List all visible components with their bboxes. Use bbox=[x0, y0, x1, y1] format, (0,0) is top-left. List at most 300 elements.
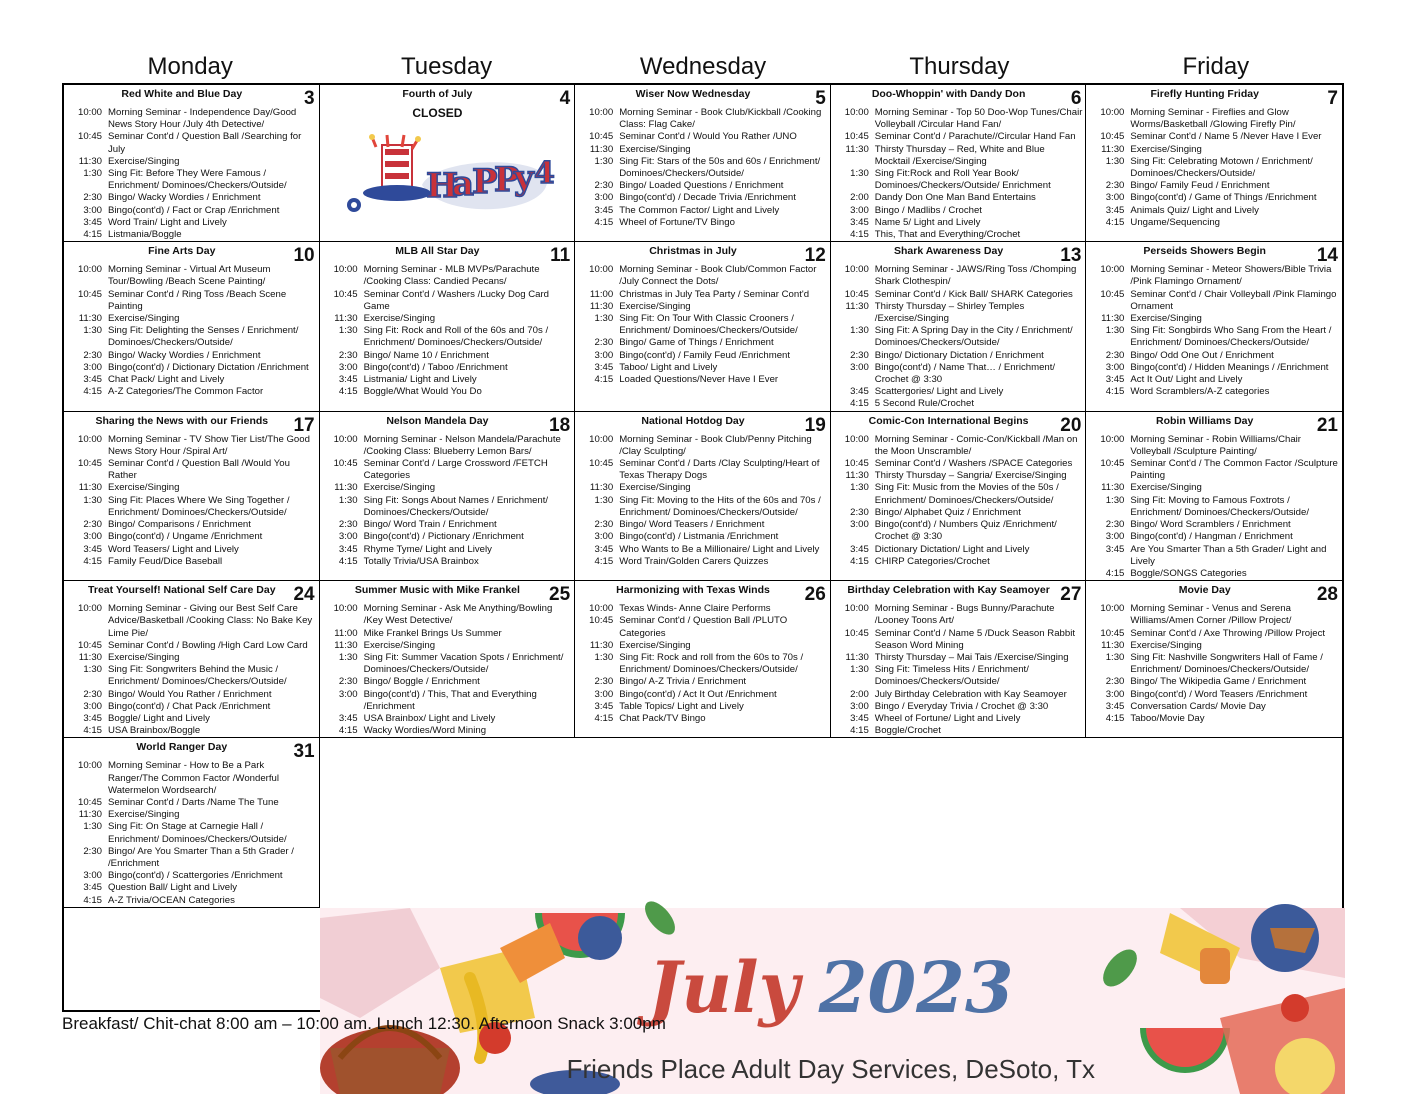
banner-month: July bbox=[648, 945, 800, 1029]
event-time: 10:45 bbox=[77, 131, 102, 143]
day-theme-title: Treat Yourself! National Self Care Day bbox=[88, 584, 276, 597]
event-item bbox=[70, 229, 316, 241]
event-description: Seminar Cont'd / Question Ball /Searching for July bbox=[108, 131, 302, 155]
event-description: Chat Pack/ Light and Lively bbox=[108, 374, 225, 386]
event-description: Boggle/Crochet bbox=[874, 725, 941, 737]
event-time: 2:00 bbox=[850, 688, 869, 700]
event-description: Sing Fit: Celebrating Motown / Enrichment/ Dominoes/Checkers/Outside/ bbox=[1130, 155, 1313, 180]
event-description: Bingo(cont'd) / Game of Things /Enrichment bbox=[1130, 192, 1317, 204]
event-description: Bingo(cont'd) / This, That and Everything /Enrichment bbox=[363, 688, 537, 712]
event-description: Seminar Cont'd / Would You Rather /UNO bbox=[619, 131, 797, 143]
event-time: 1:30 bbox=[83, 821, 102, 833]
banner-subtitle: Friends Place Adult Day Services, DeSoto, Tx bbox=[566, 1053, 1095, 1084]
event-time: 3:45 bbox=[83, 216, 102, 228]
event-time: 4:15 bbox=[83, 555, 102, 567]
event-time: 4:15 bbox=[83, 386, 102, 398]
event-time: 10:45 bbox=[77, 796, 102, 808]
event-time: 2:30 bbox=[1105, 676, 1125, 688]
event-item bbox=[70, 264, 316, 288]
day-number: 25 bbox=[549, 584, 571, 606]
event-description: Bingo(cont'd) / Fact or Crap /Enrichment bbox=[108, 204, 280, 216]
event-description: Morning Seminar - Book Club/Penny Pitching /Clay Sculpting/ bbox=[619, 433, 812, 457]
event-time: 11:30 bbox=[1101, 313, 1125, 325]
event-description: Bingo/ Would You Rather / Enrichment bbox=[108, 688, 272, 700]
event-description: Sing Fit: Timeless Hits / Enrichment/ Dominoes/Checkers/Outside/ bbox=[874, 664, 1029, 688]
event-description: Exercise/Singing bbox=[619, 300, 691, 312]
event-item bbox=[70, 156, 316, 168]
weekday-thursday: Thursday bbox=[909, 53, 1010, 80]
event-time: 2:30 bbox=[338, 676, 358, 688]
event-description: Exercise/Singing bbox=[108, 482, 180, 494]
event-item bbox=[1092, 362, 1339, 374]
day-cell bbox=[64, 412, 320, 581]
day-cell bbox=[831, 85, 1087, 242]
day-number: 26 bbox=[804, 584, 826, 606]
event-description: The Common Factor/ Light and Lively bbox=[619, 204, 780, 216]
event-item bbox=[1092, 531, 1339, 543]
event-time: 3:45 bbox=[1105, 543, 1125, 555]
event-item bbox=[837, 628, 1083, 652]
event-description: Seminar Cont'd / Ring Toss /Beach Scene Painting bbox=[108, 288, 287, 312]
event-item bbox=[837, 519, 1083, 543]
event-time: 2:30 bbox=[83, 349, 102, 361]
event-description: Morning Seminar - Meteor Showers/Bible Trivia /Pink Flamingo Ornament/ bbox=[1130, 264, 1332, 288]
event-description: Sing Fit: Before They Were Famous / Enrichment/ Dominoes/Checkers/Outside/ bbox=[108, 168, 287, 192]
event-description: Sing Fit: Songbirds Who Sang From the Heart / Enrichment/ Dominoes/Checkers/Outside/ bbox=[1130, 325, 1332, 349]
event-time: 10:45 bbox=[77, 639, 102, 651]
event-description: Are You Smarter Than a 5th Grader/ Light and Lively bbox=[1130, 543, 1327, 567]
event-description: Sing Fit:Rock and Roll Year Book/ Dominoes/Checkers/Outside/ Enrichment bbox=[874, 168, 1051, 192]
event-time: 3:00 bbox=[83, 700, 102, 712]
day-theme-title: Red White and Blue Day bbox=[121, 88, 243, 100]
event-item bbox=[837, 350, 1083, 362]
event-item bbox=[1092, 434, 1339, 458]
event-item bbox=[326, 495, 572, 519]
meal-schedule-footer: Breakfast/ Chit-chat 8:00 am – 10:00 am. Lunch 12:30. Afternoon Snack 3:00pm bbox=[62, 1014, 666, 1033]
event-time: 11:00 bbox=[334, 627, 358, 639]
event-description: Sing Fit: Delighting the Senses / Enrichment/ Dominoes/Checkers/Outside/ bbox=[108, 325, 299, 349]
event-description: Bingo/ Game of Things / Enrichment bbox=[619, 337, 774, 349]
event-time: 4:15 bbox=[83, 894, 102, 906]
event-description: Sing Fit: On Tour With Classic Crooners / Enrichment/ Dominoes/Checkers/Outside/ bbox=[619, 313, 798, 337]
event-item bbox=[326, 519, 572, 531]
event-item bbox=[70, 374, 316, 386]
event-description: Seminar Cont'd / Question Ball /Would You Rather bbox=[108, 458, 290, 482]
event-item bbox=[70, 701, 316, 713]
event-time: 3:00 bbox=[83, 870, 102, 882]
event-description: Sing Fit: Music from the Movies of the 50s / Enrichment/ Dominoes/Checkers/Outside/ bbox=[874, 482, 1059, 506]
day-number: 28 bbox=[1316, 584, 1338, 606]
day-cell bbox=[320, 85, 576, 242]
event-item bbox=[326, 544, 572, 556]
event-item bbox=[581, 640, 827, 652]
event-item bbox=[581, 289, 827, 301]
event-description: Chat Pack/TV Bingo bbox=[619, 712, 706, 724]
event-list bbox=[326, 264, 572, 398]
event-item bbox=[837, 701, 1083, 713]
event-item bbox=[1092, 205, 1339, 217]
event-item bbox=[837, 205, 1083, 217]
event-description: Morning Seminar - Fireflies and Glow Worms/Basketball /Glowing Firefly Pin/ bbox=[1130, 107, 1296, 131]
event-description: Thirsty Thursday – Mai Tais /Exercise/Singing bbox=[874, 651, 1069, 663]
event-list bbox=[70, 107, 316, 241]
day-theme-title: Nelson Mandela Day bbox=[386, 414, 489, 427]
event-description: Exercise/Singing bbox=[108, 155, 180, 167]
event-item bbox=[70, 809, 316, 821]
event-list bbox=[837, 603, 1083, 737]
event-time: 1:30 bbox=[83, 494, 102, 506]
event-description: Listmania/ Light and Lively bbox=[363, 374, 477, 386]
event-item bbox=[581, 544, 827, 556]
event-item bbox=[326, 264, 572, 288]
event-item bbox=[581, 495, 827, 519]
event-time: 11:30 bbox=[589, 482, 614, 494]
event-description: USA Brainbox/ Light and Lively bbox=[363, 712, 496, 724]
event-time: 1:30 bbox=[83, 664, 102, 676]
event-item bbox=[581, 180, 827, 192]
event-list bbox=[837, 264, 1083, 410]
day-theme-title: Perseids Showers Begin bbox=[1143, 245, 1266, 258]
day-number: 13 bbox=[1060, 245, 1082, 267]
event-time: 2:30 bbox=[1105, 349, 1125, 361]
event-time: 10:45 bbox=[333, 458, 358, 470]
event-description: Morning Seminar - Independence Day/Good News Story Hour /July 4th Detective/ bbox=[108, 107, 297, 131]
event-item bbox=[837, 434, 1083, 458]
day-number: 31 bbox=[293, 741, 315, 763]
event-time: 1:30 bbox=[1105, 651, 1125, 663]
event-description: Seminar Cont'd / Name 5 /Never Have I Ever bbox=[1130, 131, 1322, 143]
day-number: 27 bbox=[1060, 584, 1082, 606]
event-item bbox=[70, 846, 316, 870]
event-description: Mike Frankel Brings Us Summer bbox=[363, 627, 502, 639]
happy-4th-graphic bbox=[342, 135, 562, 235]
event-description: Ungame/Sequencing bbox=[1130, 216, 1220, 228]
event-description: Taboo/ Light and Lively bbox=[619, 361, 718, 373]
event-time: 3:45 bbox=[594, 700, 614, 712]
day-theme-title: National Hotdog Day bbox=[641, 414, 745, 427]
event-description: Act It Out/ Light and Lively bbox=[1130, 374, 1243, 386]
event-description: Morning Seminar - Top 50 Doo-Wop Tunes/Chair Volleyball /Circular Hand Fan/ bbox=[874, 107, 1083, 131]
day-cell bbox=[831, 581, 1087, 738]
event-time: 3:00 bbox=[1105, 531, 1125, 543]
day-theme-title: Birthday Celebration with Kay Seamoyer bbox=[847, 584, 1050, 597]
event-time: 10:00 bbox=[844, 264, 869, 276]
event-item bbox=[837, 325, 1083, 349]
day-theme-title: Fourth of July bbox=[402, 88, 473, 100]
event-description: Exercise/Singing bbox=[108, 809, 180, 821]
event-list bbox=[1092, 264, 1339, 398]
event-description: Bingo/ Word Train / Enrichment bbox=[363, 519, 497, 531]
event-description: A-Z Categories/The Common Factor bbox=[108, 386, 264, 398]
event-item bbox=[837, 482, 1083, 506]
event-time: 4:15 bbox=[850, 229, 869, 241]
event-item bbox=[581, 337, 827, 349]
event-time: 3:45 bbox=[850, 712, 869, 724]
day-cell bbox=[64, 85, 320, 242]
event-item bbox=[837, 603, 1083, 627]
event-item bbox=[70, 168, 316, 192]
event-time: 2:30 bbox=[1105, 519, 1125, 531]
event-item bbox=[581, 615, 827, 639]
day-cell bbox=[64, 738, 320, 907]
event-item bbox=[1092, 374, 1339, 386]
event-description: Dandy Don One Man Band Entertains bbox=[874, 192, 1036, 204]
event-item bbox=[1092, 519, 1339, 531]
event-item bbox=[581, 482, 827, 494]
day-cell bbox=[320, 412, 576, 581]
event-description: Boggle/What Would You Do bbox=[363, 386, 482, 398]
svg-text:H: H bbox=[425, 166, 458, 206]
event-time: 11:30 bbox=[845, 470, 869, 482]
day-theme-title: MLB All Star Day bbox=[395, 245, 480, 258]
event-time: 3:00 bbox=[594, 531, 614, 543]
event-item bbox=[70, 689, 316, 701]
event-item bbox=[70, 821, 316, 845]
event-item bbox=[70, 192, 316, 204]
event-item bbox=[581, 519, 827, 531]
event-time: 3:00 bbox=[338, 531, 358, 543]
event-time: 10:00 bbox=[1100, 603, 1125, 615]
day-number: 21 bbox=[1316, 414, 1338, 436]
event-item bbox=[326, 434, 572, 458]
event-item bbox=[326, 676, 572, 688]
event-description: Seminar Cont'd / Darts /Clay Sculpting/Heart of Texas Therapy Dogs bbox=[619, 458, 820, 482]
event-item bbox=[70, 797, 316, 809]
event-description: Bingo / Madlibs / Crochet bbox=[874, 204, 982, 216]
event-time: 1:30 bbox=[594, 494, 614, 506]
day-number: 5 bbox=[815, 88, 826, 109]
event-list bbox=[70, 603, 316, 737]
event-time: 11:30 bbox=[78, 651, 102, 663]
event-time: 1:30 bbox=[338, 651, 358, 663]
event-time: 4:15 bbox=[1105, 386, 1125, 398]
event-time: 1:30 bbox=[850, 168, 869, 180]
event-description: Exercise/Singing bbox=[619, 143, 691, 155]
event-time: 3:00 bbox=[594, 192, 614, 204]
day-cell bbox=[320, 242, 576, 411]
weekday-monday: Monday bbox=[147, 53, 233, 80]
event-item bbox=[581, 192, 827, 204]
event-time: 3:00 bbox=[594, 349, 614, 361]
event-list bbox=[581, 107, 827, 229]
event-time: 1:30 bbox=[1105, 155, 1125, 167]
event-item bbox=[326, 640, 572, 652]
event-item bbox=[581, 205, 827, 217]
event-time: 10:00 bbox=[333, 603, 358, 615]
event-description: This, That and Everything/Crochet bbox=[874, 229, 1021, 241]
weekday-friday: Friday bbox=[1182, 53, 1250, 80]
event-description: Word Train/Golden Carers Quizzes bbox=[619, 555, 769, 567]
closed-label: CLOSED bbox=[412, 106, 463, 120]
event-description: Morning Seminar - MLB MVPs/Parachute /Cooking Class: Candied Pecans/ bbox=[363, 264, 540, 288]
event-description: Sing Fit: Songwriters Behind the Music / Enrichment/ Dominoes/Checkers/Outside/ bbox=[108, 664, 287, 688]
event-description: Sing Fit: Moving to the Hits of the 60s and 70s / Enrichment/ Dominoes/Checkers/Outside/ bbox=[619, 494, 821, 518]
event-item bbox=[70, 205, 316, 217]
event-description: Bingo(cont'd) / Hangman / Enrichment bbox=[1130, 531, 1293, 543]
event-item bbox=[326, 713, 572, 725]
event-time: 4:15 bbox=[594, 374, 614, 386]
event-description: Exercise/Singing bbox=[1130, 143, 1202, 155]
svg-text:4: 4 bbox=[533, 156, 555, 191]
event-description: Bingo(cont'd) / Numbers Quiz /Enrichment/ Crochet @ 3:30 bbox=[874, 519, 1057, 543]
event-time: 10:45 bbox=[1100, 131, 1125, 143]
event-description: Bingo/ Boggle / Enrichment bbox=[363, 676, 480, 688]
event-item bbox=[326, 556, 572, 568]
event-description: CHIRP Categories/Crochet bbox=[874, 555, 990, 567]
event-list bbox=[326, 434, 572, 568]
day-number: 12 bbox=[804, 245, 826, 267]
event-description: Sing Fit: Rock and Roll of the 60s and 70s / Enrichment/ Dominoes/Checkers/Outside/ bbox=[363, 325, 549, 349]
event-time: 4:15 bbox=[338, 725, 358, 737]
event-item bbox=[326, 386, 572, 398]
event-item bbox=[1092, 192, 1339, 204]
event-time: 3:45 bbox=[338, 712, 358, 724]
event-description: Christmas in July Tea Party / Seminar Cont'd bbox=[619, 288, 810, 300]
event-description: Scattergories/ Light and Lively bbox=[874, 386, 1004, 398]
event-description: Sing Fit: Rock and roll from the 60s to 70s / Enrichment/ Dominoes/Checkers/Outside/ bbox=[619, 651, 804, 676]
event-time: 3:00 bbox=[83, 361, 102, 373]
event-description: Exercise/Singing bbox=[619, 482, 691, 494]
event-time: 10:00 bbox=[333, 433, 358, 445]
event-time: 10:00 bbox=[589, 603, 614, 615]
event-item bbox=[1092, 131, 1339, 143]
event-item bbox=[1092, 544, 1339, 568]
event-item bbox=[581, 676, 827, 688]
day-number: 7 bbox=[1327, 88, 1338, 109]
day-number: 6 bbox=[1070, 88, 1082, 109]
event-time: 10:45 bbox=[589, 131, 614, 143]
day-number: 4 bbox=[559, 88, 571, 109]
event-list bbox=[1092, 603, 1339, 725]
event-description: Bingo(cont'd) / Hidden Meanings / /Enrichment bbox=[1130, 361, 1329, 373]
event-description: Bingo(cont'd) / Word Teasers /Enrichment bbox=[1130, 688, 1308, 700]
event-time: 10:45 bbox=[844, 627, 869, 639]
event-description: Conversation Cards/ Movie Day bbox=[1130, 700, 1266, 712]
event-item bbox=[326, 362, 572, 374]
event-time: 10:00 bbox=[77, 107, 102, 118]
day-theme-title: Movie Day bbox=[1178, 584, 1231, 597]
event-item bbox=[837, 713, 1083, 725]
event-time: 3:00 bbox=[850, 361, 869, 373]
event-description: Bingo/ Wacky Wordies / Enrichment bbox=[108, 192, 261, 204]
day-number: 14 bbox=[1316, 245, 1338, 267]
day-theme-title: Summer Music with Mike Frankel bbox=[354, 584, 520, 597]
event-time: 10:45 bbox=[844, 458, 869, 470]
event-item bbox=[326, 325, 572, 349]
event-item bbox=[326, 313, 572, 325]
event-description: Wheel of Fortune/ Light and Lively bbox=[874, 712, 1021, 724]
event-item bbox=[1092, 180, 1339, 192]
event-description: Bingo(cont'd) / Name That… / Enrichment/ Crochet @ 3:30 bbox=[874, 361, 1056, 386]
event-description: Bingo(cont'd) / Taboo /Enrichment bbox=[363, 361, 508, 373]
event-item bbox=[1092, 325, 1339, 349]
event-item bbox=[70, 313, 316, 325]
event-time: 1:30 bbox=[850, 325, 869, 337]
event-item bbox=[1092, 701, 1339, 713]
event-time: 10:45 bbox=[1100, 627, 1125, 639]
event-item bbox=[581, 131, 827, 143]
event-time: 3:00 bbox=[83, 204, 102, 216]
event-item bbox=[581, 107, 827, 131]
event-time: 4:15 bbox=[594, 555, 614, 567]
event-item bbox=[1092, 144, 1339, 156]
event-item bbox=[581, 374, 827, 386]
event-item bbox=[326, 652, 572, 676]
event-description: Thirsty Thursday – Sangria/ Exercise/Singing bbox=[874, 470, 1067, 482]
event-list bbox=[581, 434, 827, 568]
event-time: 10:00 bbox=[844, 107, 869, 118]
event-description: A-Z Trivia/OCEAN Categories bbox=[108, 894, 235, 906]
event-description: Totally Trivia/USA Brainbox bbox=[363, 555, 479, 567]
day-number: 20 bbox=[1060, 414, 1082, 436]
event-item bbox=[837, 264, 1083, 288]
event-time: 11:30 bbox=[589, 143, 614, 155]
banner-year: 2023 bbox=[818, 945, 1014, 1029]
event-description: Boggle/SONGS Categories bbox=[1130, 567, 1247, 579]
event-description: Morning Seminar - Robin Williams/Chair Volleyball /Sculpture Painting/ bbox=[1130, 433, 1301, 457]
day-cell bbox=[575, 412, 831, 581]
event-item bbox=[70, 556, 316, 568]
event-time: 11:30 bbox=[589, 639, 614, 651]
event-description: Listmania/Boggle bbox=[108, 229, 182, 241]
event-description: Animals Quiz/ Light and Lively bbox=[1130, 204, 1259, 216]
event-item bbox=[581, 531, 827, 543]
event-item bbox=[70, 603, 316, 640]
event-description: Morning Seminar - Bugs Bunny/Parachute /Looney Toons Art/ bbox=[874, 603, 1055, 627]
event-description: Seminar Cont'd / Kick Ball/ SHARK Categories bbox=[874, 288, 1073, 300]
event-time: 3:45 bbox=[850, 216, 869, 228]
event-description: Exercise/Singing bbox=[1130, 482, 1202, 494]
svg-text:P: P bbox=[471, 162, 498, 202]
event-time: 11:30 bbox=[589, 300, 614, 312]
event-time: 1:30 bbox=[1105, 494, 1125, 506]
event-item bbox=[837, 107, 1083, 131]
event-description: Sing Fit: Songs About Names / Enrichment/ Dominoes/Checkers/Outside/ bbox=[363, 494, 549, 518]
day-cell bbox=[1086, 242, 1342, 411]
event-description: Bingo(cont'd) / Pictionary /Enrichment bbox=[363, 531, 524, 543]
event-description: Wacky Wordies/Word Mining bbox=[363, 725, 487, 737]
event-time: 3:00 bbox=[850, 519, 869, 531]
event-description: Seminar Cont'd / Chair Volleyball /Pink Flamingo Ornament bbox=[1130, 288, 1337, 312]
event-item bbox=[70, 495, 316, 519]
event-time: 3:45 bbox=[83, 712, 102, 724]
event-time: 3:45 bbox=[338, 543, 358, 555]
event-item bbox=[581, 701, 827, 713]
svg-text:a: a bbox=[451, 164, 474, 204]
event-item bbox=[837, 398, 1083, 410]
event-item bbox=[70, 652, 316, 664]
event-time: 4:15 bbox=[1105, 567, 1125, 579]
event-time: 3:00 bbox=[850, 204, 869, 216]
day-cell bbox=[575, 242, 831, 411]
event-time: 2:30 bbox=[850, 506, 869, 518]
event-description: Thirsty Thursday – Red, White and Blue Mocktail /Exercise/Singing bbox=[874, 143, 1045, 167]
event-time: 11:30 bbox=[1101, 639, 1125, 651]
event-time: 10:45 bbox=[844, 288, 869, 300]
event-description: Sing Fit: Stars of the 50s and 60s / Enrichment/ Dominoes/Checkers/Outside/ bbox=[619, 155, 821, 180]
event-description: USA Brainbox/Boggle bbox=[108, 725, 201, 737]
event-time: 1:30 bbox=[594, 313, 614, 325]
event-item bbox=[581, 458, 827, 482]
day-theme-title: Fine Arts Day bbox=[148, 245, 216, 258]
event-time: 11:30 bbox=[1101, 482, 1125, 494]
event-time: 11:30 bbox=[78, 482, 102, 494]
event-item bbox=[70, 482, 316, 494]
event-time: 11:30 bbox=[334, 639, 358, 651]
event-time: 3:00 bbox=[83, 531, 102, 543]
day-theme-title: Firefly Hunting Friday bbox=[1150, 88, 1259, 100]
event-time: 10:00 bbox=[589, 264, 614, 276]
